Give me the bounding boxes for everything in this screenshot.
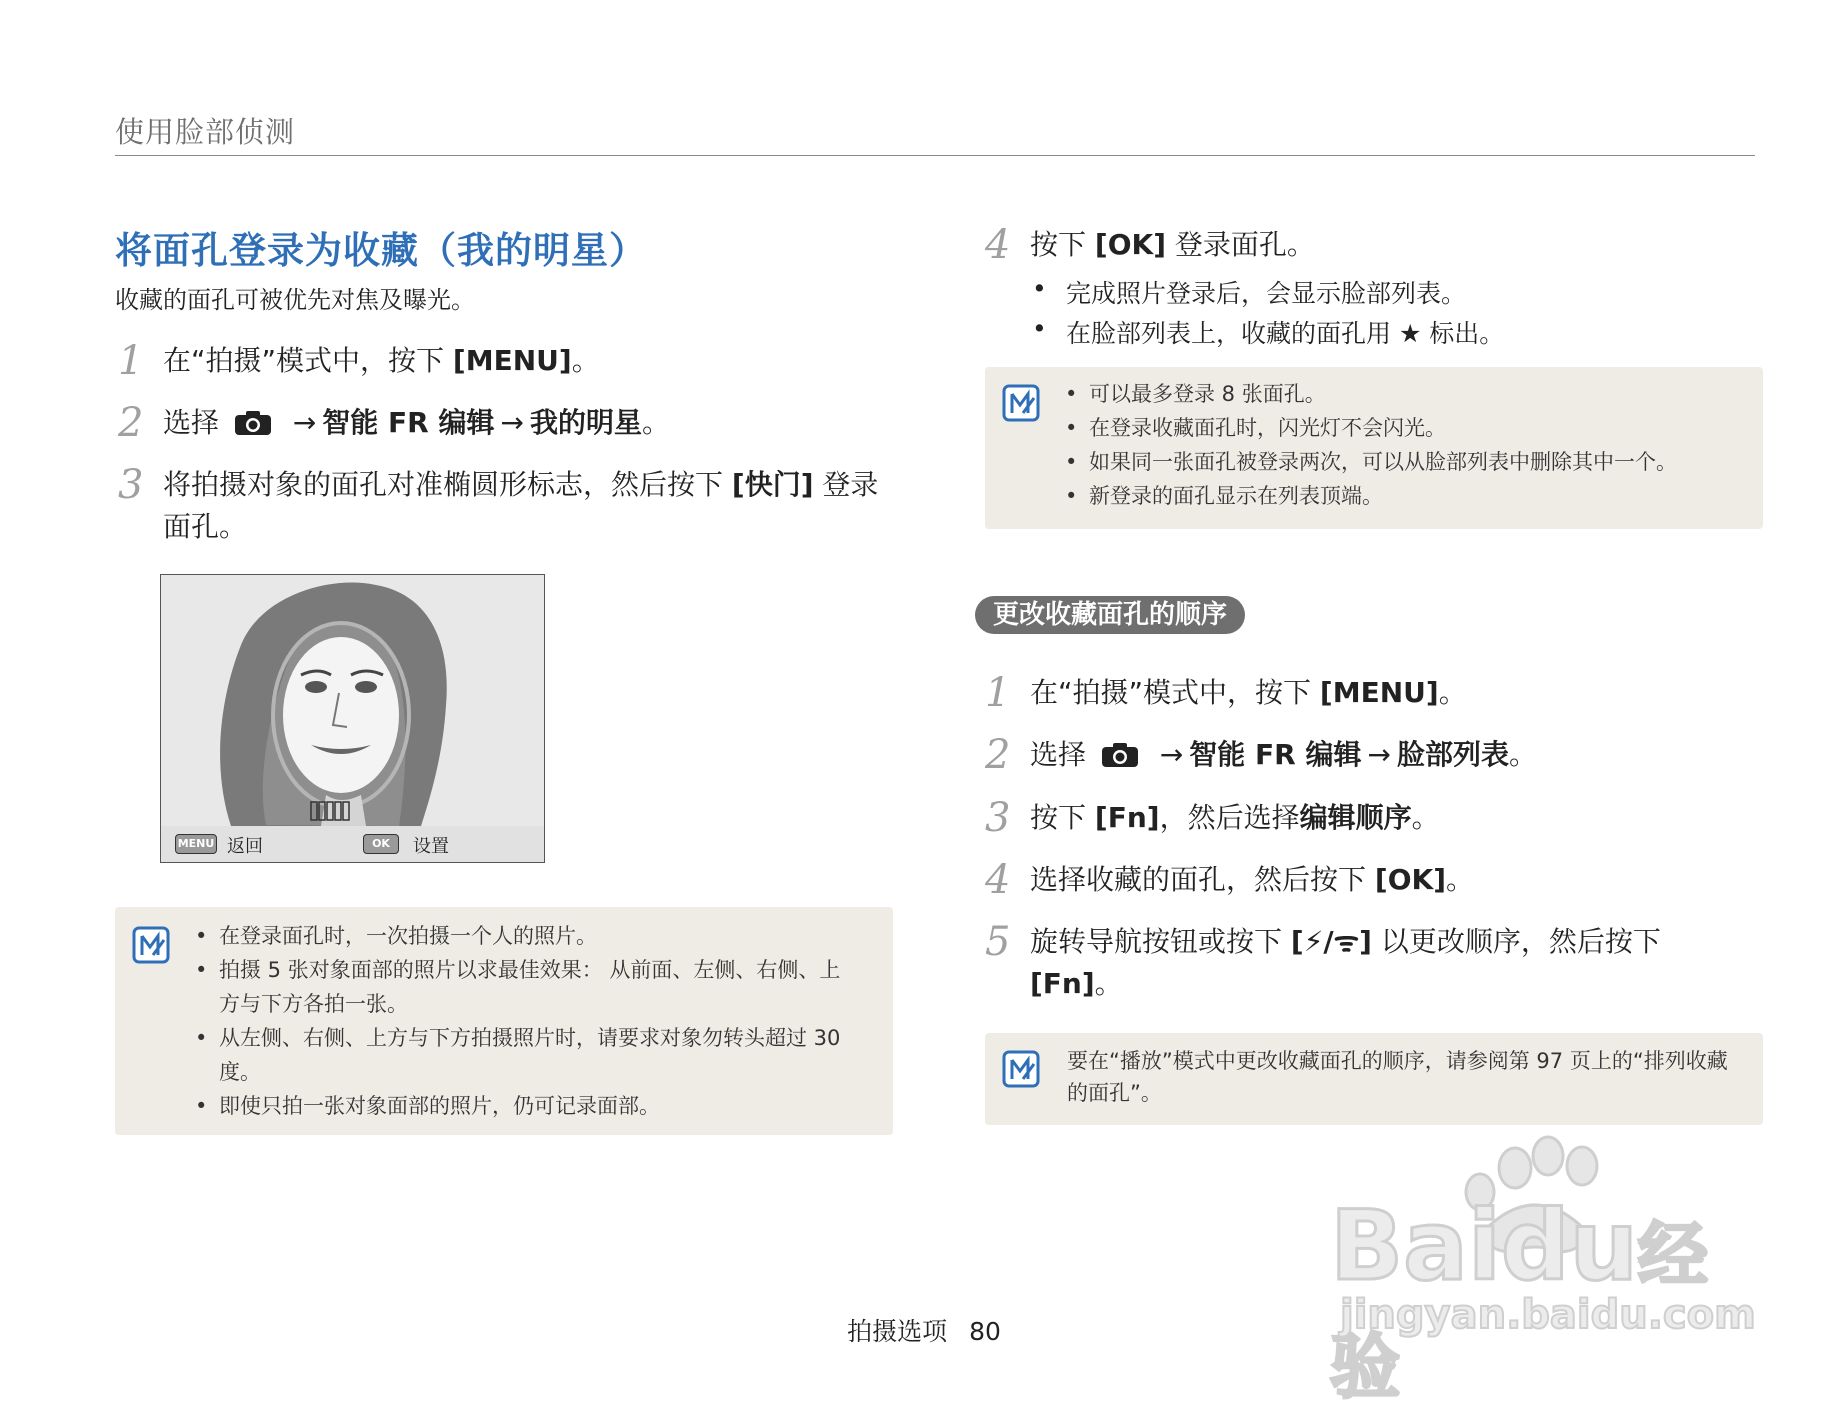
reorder-step-4: 4 选择收藏的面孔，然后按下 [OK]。 xyxy=(985,857,1475,903)
watermark-url: jingyan.baidu.com xyxy=(1340,1292,1756,1338)
subsection-heading: 更改收藏面孔的顺序 xyxy=(975,596,1245,634)
ok-softkey-label: 设置 xyxy=(413,836,449,857)
step-number: 4 xyxy=(985,857,1011,903)
note-list-left xyxy=(195,919,855,1123)
header-title: 使用脸部侦测 xyxy=(115,115,296,149)
note-item: • 从左侧、右侧、上方与下方拍摄照片时，请要求对象勿转头超过 30 度。 xyxy=(195,1021,855,1089)
camera-icon xyxy=(234,410,272,436)
step-number: 1 xyxy=(118,338,144,384)
camera-softkey-bar xyxy=(161,826,544,862)
note-icon xyxy=(1001,1049,1041,1089)
step-number: 1 xyxy=(985,670,1011,716)
step-number: 3 xyxy=(985,795,1011,841)
note-box-reorder xyxy=(985,1033,1763,1125)
step-4: 4 按下 [OK] 登录面孔。 xyxy=(985,222,1315,268)
reorder-step-3: 3 按下 [Fn]，然后选择编辑顺序。 xyxy=(985,795,1440,841)
note-box-left xyxy=(115,907,893,1135)
note-icon xyxy=(1001,383,1041,423)
step-2: 2 选择 → 智能 FR 编辑 → 我的明星。 xyxy=(118,400,670,446)
menu-softkey: MENU xyxy=(175,834,217,854)
note-icon xyxy=(131,925,171,965)
note-item: • 在登录面孔时，一次拍摄一个人的照片。 xyxy=(195,919,855,953)
note-item: • 可以最多登录 8 张面孔。 xyxy=(1065,377,1745,411)
note-item: • 在登录收藏面孔时，闪光灯不会闪光。 xyxy=(1065,411,1745,445)
camera-screen-illustration xyxy=(160,574,545,863)
shutter-key: [快门] xyxy=(731,468,814,501)
ok-key: [OK] xyxy=(1094,228,1166,261)
section-subtitle: 收藏的面孔可被优先对焦及曝光。 xyxy=(115,286,475,314)
page-number: 80 xyxy=(969,1317,1001,1346)
baidu-jingyan-watermark xyxy=(1320,1130,1760,1408)
reorder-step-1: 1 在“拍摄”模式中，按下 [MENU]。 xyxy=(985,670,1467,716)
reorder-step-2: 2 选择 → 智能 FR 编辑 → 脸部列表。 xyxy=(985,732,1537,778)
bullet-item: • 在脸部列表上，收藏的面孔用 ★ 标出。 xyxy=(1066,314,1504,350)
ok-softkey: OK xyxy=(363,834,399,854)
note-item: • 如果同一张面孔被登录两次，可以从脸部列表中删除其中一个。 xyxy=(1065,445,1745,479)
step-1: 1 在“拍摄”模式中，按下 [MENU]。 xyxy=(118,338,600,384)
note-item: • 即使只拍一张对象面部的照片，仍可记录面部。 xyxy=(195,1089,855,1123)
watermark-brand2: du xyxy=(1500,1190,1638,1302)
watermark-brand: Bai xyxy=(1330,1190,1501,1302)
step-number: 3 xyxy=(118,462,144,508)
step-number: 5 xyxy=(985,919,1011,965)
watermark-cn: 经验 xyxy=(1330,1214,1708,1408)
step-number: 2 xyxy=(985,732,1011,778)
note-box-right xyxy=(985,367,1763,529)
footer-section: 拍摄选项 xyxy=(847,1317,948,1346)
menu-softkey-label: 返回 xyxy=(227,836,263,857)
menu-key: [MENU] xyxy=(452,344,572,377)
note-item: • 拍摄 5 张对象面部的照片以求最佳效果： 从前面、左侧、右侧、上方与下方各拍一张。 xyxy=(195,953,855,1021)
note-item: • 新登录的面孔显示在列表顶端。 xyxy=(1065,479,1745,513)
note-list-right xyxy=(1065,377,1745,513)
step-number: 2 xyxy=(118,400,144,446)
reorder-step-5: 5 旋转导航按钮或按下 [⚡/ᯤ] 以更改顺序，然后按下 [Fn]。 xyxy=(985,919,1661,1000)
step-3: 3 将拍摄对象的面孔对准椭圆形标志，然后按下 [快门] 登录面孔。 xyxy=(118,462,879,543)
face-photo xyxy=(161,575,544,826)
step-number: 4 xyxy=(985,222,1011,268)
section-title: 将面孔登录为收藏（我的明星） xyxy=(115,229,647,272)
page-header xyxy=(115,110,1755,156)
camera-icon xyxy=(1101,742,1139,768)
bullet-item: • 完成照片登录后，会显示脸部列表。 xyxy=(1066,274,1466,310)
note-text: 要在“播放”模式中更改收藏面孔的顺序，请参阅第 97 页上的“排列收藏的面孔”。 xyxy=(1067,1049,1728,1105)
